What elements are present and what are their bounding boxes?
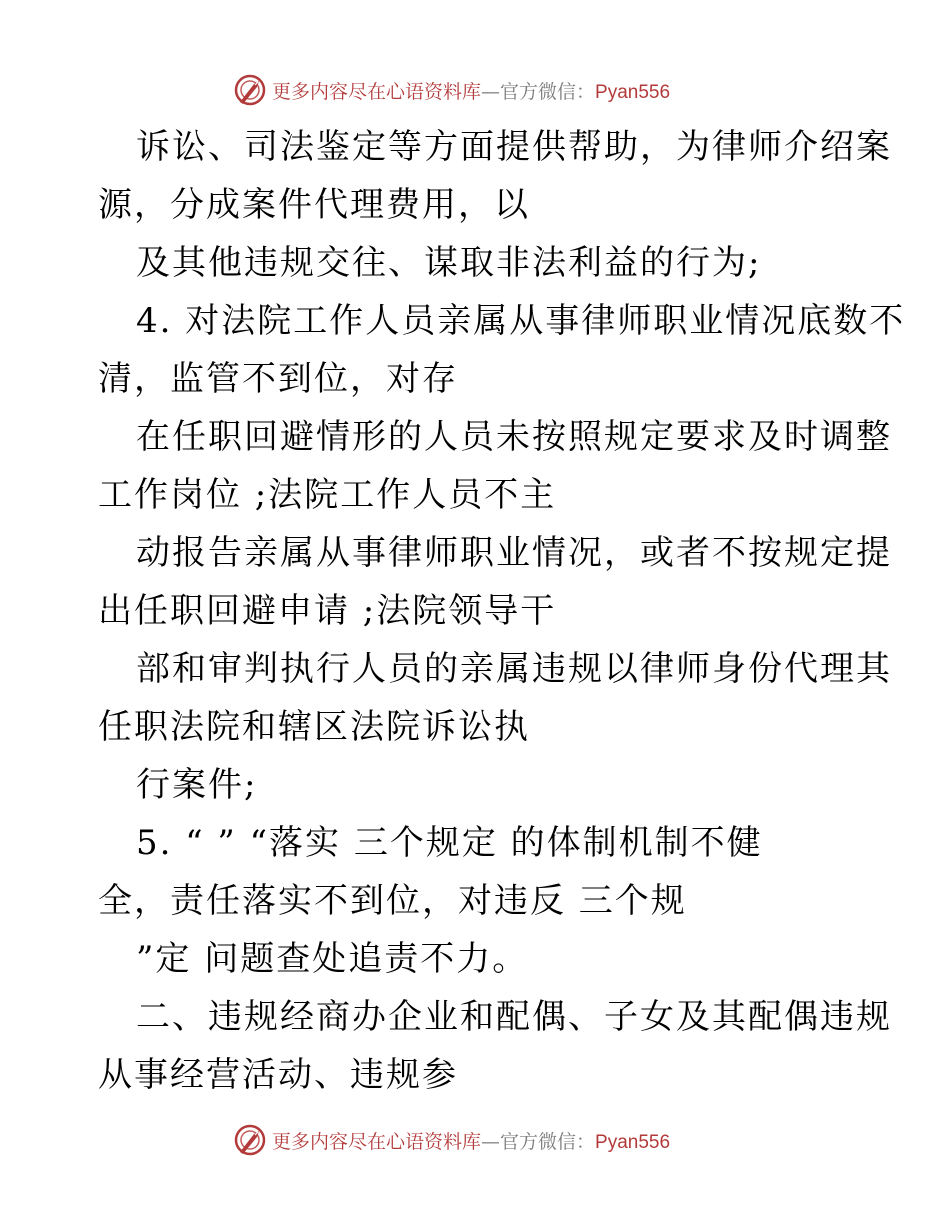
text-line: 部和审判执行人员的亲属违规以律师身份代理其 xyxy=(136,649,892,689)
watermark-banner-top xyxy=(232,71,670,109)
text-line: 诉讼、司法鉴定等方面提供帮助，为律师介绍案 xyxy=(136,127,892,167)
text-line: 二、违规经商办企业和配偶、子女及其配偶违规 xyxy=(136,997,892,1037)
text-line: 行案件; xyxy=(136,765,258,805)
text-line: 清，监管不到位，对存 xyxy=(98,359,458,399)
text-line: 从事经营活动、违规参 xyxy=(98,1055,458,1095)
watermark-banner-bottom xyxy=(232,1121,670,1159)
text-line: 全，责任落实不到位，对违反 三个规 xyxy=(98,881,687,921)
text-line: 4. 对法院工作人员亲属从事律师职业情况底数不 xyxy=(136,301,906,341)
text-line: 动报告亲属从事律师职业情况，或者不按规定提 xyxy=(136,533,892,573)
text-line: 源，分成案件代理费用，以 xyxy=(98,185,530,225)
pen-logo-icon xyxy=(232,1122,268,1158)
document-body xyxy=(98,118,906,1104)
text-line: 工作岗位 ;法院工作人员不主 xyxy=(98,475,557,515)
text-line: 任职法院和辖区法院诉讼执 xyxy=(98,707,530,747)
text-line: 在任职回避情形的人员未按照规定要求及时调整 xyxy=(136,417,892,457)
watermark-text: 更多内容尽在心语资料库—官方微信：Pyan556 xyxy=(272,80,671,103)
text-line: 出任职回避申请 ;法院领导干 xyxy=(98,591,557,631)
text-line: 及其他违规交往、谋取非法利益的行为; xyxy=(136,243,762,283)
text-line: ”定 问题查处追责不力。 xyxy=(136,939,529,979)
text-line: 5. “ ” “落实 三个规定 的体制机制不健 xyxy=(136,823,763,863)
watermark-text: 更多内容尽在心语资料库—官方微信：Pyan556 xyxy=(272,1130,671,1153)
pen-logo-icon xyxy=(232,72,268,108)
